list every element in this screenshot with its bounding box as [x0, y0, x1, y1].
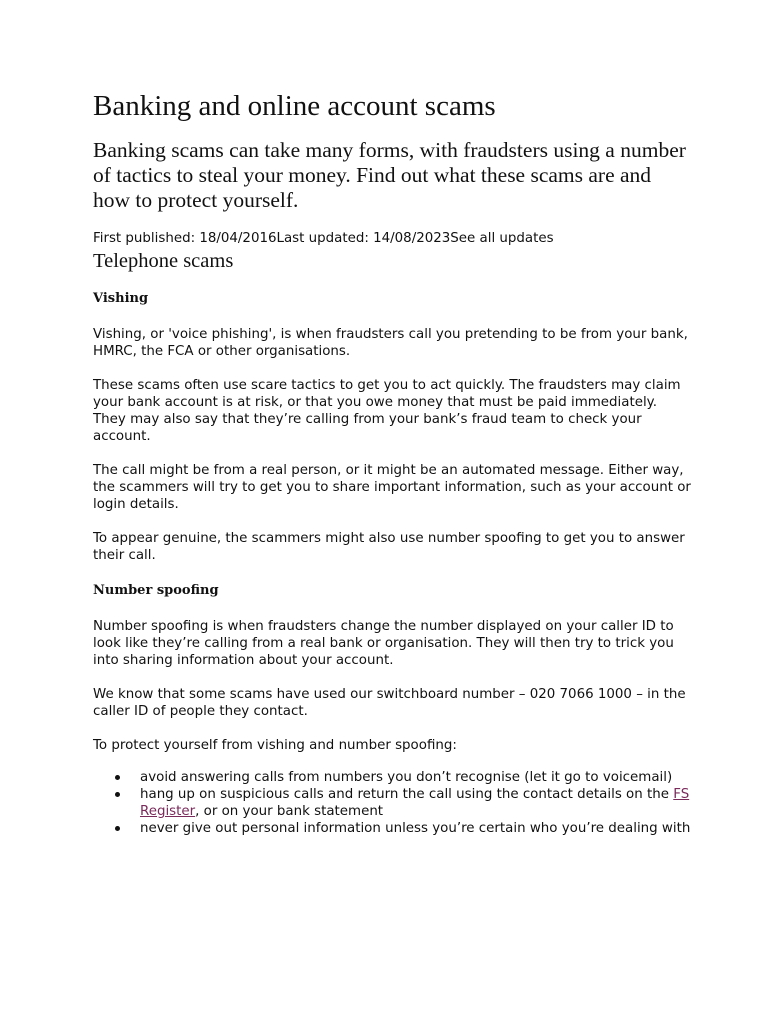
list-item-text-before-link: hang up on suspicious calls and return the call using the contact details on the — [140, 787, 674, 802]
spoofing-paragraph-1: Number spoofing is when fraudsters change the number displayed on your caller ID to look like they’re calling from a real bank or organisation. They will then try to trick you into sharing information about your account. — [93, 619, 674, 668]
spoofing-paragraph-2: We know that some scams have used our switchboard number – 020 7066 1000 – in the caller ID of people they contact. — [93, 687, 686, 719]
first-published-text: First published: 18/04/2016 — [93, 231, 277, 246]
bullet-icon — [115, 775, 120, 780]
vishing-heading: Vishing — [93, 291, 149, 306]
list-item — [93, 786, 693, 820]
protection-tips-list — [93, 769, 693, 837]
list-item-text: never give out personal information unless you’re certain who you’re dealing with — [140, 821, 691, 836]
see-all-updates-link[interactable]: See all updates — [450, 231, 554, 246]
vishing-paragraph-4: To appear genuine, the scammers might also use number spoofing to get you to answer their call. — [93, 531, 685, 563]
list-item-text: avoid answering calls from numbers you don’t recognise (let it go to voicemail) — [140, 770, 673, 785]
vishing-paragraph-3: The call might be from a real person, or it might be an automated message. Either way, the scammers will try to get you to share important information, such as your account or login details. — [93, 463, 691, 512]
number-spoofing-heading: Number spoofing — [93, 583, 219, 598]
vishing-paragraph-1: Vishing, or 'voice phishing', is when fraudsters call you pretending to be from your bank, HMRC, the FCA or other organisations. — [93, 327, 688, 359]
list-item — [93, 769, 693, 786]
bullet-icon — [115, 792, 120, 797]
spoofing-paragraph-3: To protect yourself from vishing and number spoofing: — [93, 738, 457, 753]
publication-meta — [93, 230, 554, 248]
lead-paragraph: Banking scams can take many forms, with fraudsters using a number of tactics to steal your money. Find out what these scams are and how to protect yourself. — [93, 138, 686, 212]
list-item — [93, 820, 693, 837]
telephone-scams-heading: Telephone scams — [93, 250, 234, 272]
page-title: Banking and online account scams — [93, 90, 496, 122]
bullet-icon — [115, 826, 120, 831]
vishing-paragraph-2: These scams often use scare tactics to get you to act quickly. The fraudsters may claim your bank account is at risk, or that you owe money that must be paid immediately. They may also say that they’re calling from your bank’s fraud team to check your account. — [93, 378, 681, 444]
last-updated-text: Last updated: 14/08/2023 — [276, 231, 451, 246]
list-item-text-after-link: , or on your bank statement — [195, 804, 384, 819]
fs-register-link[interactable]: FS Register — [140, 787, 690, 819]
